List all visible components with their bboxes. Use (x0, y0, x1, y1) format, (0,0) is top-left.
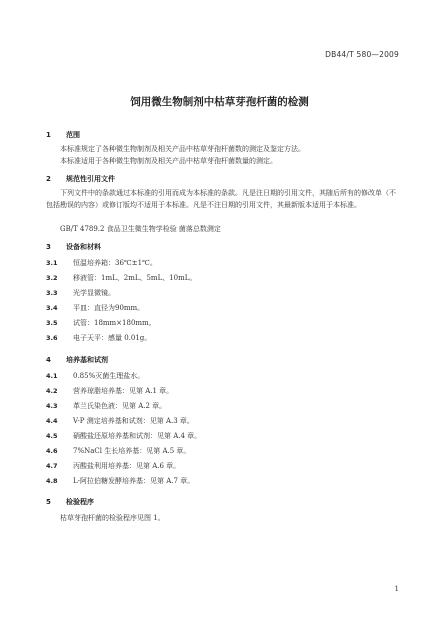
paragraph (46, 144, 396, 156)
item-text: V-P 测定培养基和试剂：见第 A.3 章。 (73, 417, 194, 425)
item-text: 光学显微镜。 (73, 289, 115, 297)
item-number: 4.6 (46, 447, 58, 455)
reference-entry (46, 224, 396, 236)
list-item (46, 371, 144, 381)
section-heading-normative-references (46, 174, 115, 184)
item-number: 4.1 (46, 372, 58, 380)
item-number: 4.5 (46, 432, 58, 440)
paragraph-text: 下列文件中的条款通过本标准的引用而成为本标准的条款。凡是注日期的引用文件，其随后所有的修改单（不包括勘误的内容）或修订版均不适用于本标准。凡是不注日期的引用文件，其最新版本适用于本标准。 (46, 189, 396, 209)
item-text: 硝酸盐还原培养基和试剂：见第 A.4 章。 (73, 432, 202, 440)
item-number: 4.3 (46, 402, 58, 410)
list-item (46, 386, 173, 396)
paragraph (46, 513, 396, 525)
list-item (46, 273, 196, 283)
list-item (46, 318, 156, 328)
item-text: 恒温培养箱：36℃±1℃。 (73, 259, 157, 267)
section-number: 4 (46, 356, 51, 364)
list-item (46, 258, 157, 268)
list-item (46, 333, 151, 343)
paragraph (46, 188, 396, 211)
page-number: 1 (394, 585, 399, 593)
list-item (46, 461, 180, 471)
list-item (46, 431, 201, 441)
section-title: 范围 (66, 131, 80, 139)
item-text: 0.85%灭菌生理盐水。 (73, 372, 145, 380)
item-text: 移液管：1mL、2mL、5mL、10mL。 (73, 274, 197, 282)
item-text: 革兰氏染色液：见第 A.2 章。 (73, 402, 167, 410)
standard-code: DB44/T 580—2009 (325, 50, 399, 59)
item-number: 3.2 (46, 274, 58, 282)
item-number: 3.5 (46, 319, 58, 327)
section-heading-media-reagents (46, 355, 108, 365)
list-item (46, 476, 194, 486)
item-text: 试管：18mm×180mm。 (73, 319, 156, 327)
paragraph-text: 本标准规定了各种微生物制剂及相关产品中枯草芽孢杆菌数的测定及鉴定方法。 (60, 145, 305, 153)
item-text: 7%NaCl 生长培养基：见第 A.5 章。 (73, 447, 191, 455)
item-number: 3.4 (46, 304, 58, 312)
item-text: 平皿：直径为90mm。 (73, 304, 145, 312)
item-text: L-阿拉伯糖发酵培养基：见第 A.7 章。 (73, 477, 195, 485)
section-number: 2 (46, 175, 51, 183)
reference-text: GB/T 4789.2 食品卫生微生物学检验 菌落总数测定 (60, 225, 221, 233)
section-number: 3 (46, 243, 51, 251)
item-number: 3.3 (46, 289, 58, 297)
list-item (46, 288, 115, 298)
section-number: 1 (46, 131, 51, 139)
section-heading-procedure (46, 497, 94, 507)
section-heading-scope (46, 130, 80, 140)
paragraph-text: 枯草芽孢杆菌的检验程序见图 1。 (60, 514, 165, 522)
list-item (46, 401, 166, 411)
item-number: 4.7 (46, 462, 58, 470)
section-number: 5 (46, 498, 51, 506)
item-number: 4.2 (46, 387, 58, 395)
item-number: 4.4 (46, 417, 58, 425)
paragraph (46, 156, 396, 168)
list-item (46, 303, 144, 313)
list-item (46, 416, 194, 426)
item-text: 电子天平：感量 0.01g。 (73, 334, 152, 342)
section-title: 检验程序 (66, 498, 94, 506)
item-text: 丙酸盐利用培养基：见第 A.6 章。 (73, 462, 181, 470)
item-number: 3.6 (46, 334, 58, 342)
item-text: 营养琼脂培养基：见第 A.1 章。 (73, 387, 174, 395)
section-title: 规范性引用文件 (66, 175, 115, 183)
item-number: 3.1 (46, 259, 58, 267)
list-item (46, 446, 190, 456)
section-title: 培养基和试剂 (66, 356, 108, 364)
paragraph-text: 本标准适用于各种微生物制剂及相关产品中枯草芽孢杆菌数量的测定。 (60, 157, 277, 165)
section-title: 设备和材料 (66, 243, 101, 251)
item-number: 4.8 (46, 477, 58, 485)
section-heading-equipment (46, 242, 101, 252)
document-title: 饲用微生物制剂中枯草芽孢杆菌的检测 (130, 96, 309, 108)
